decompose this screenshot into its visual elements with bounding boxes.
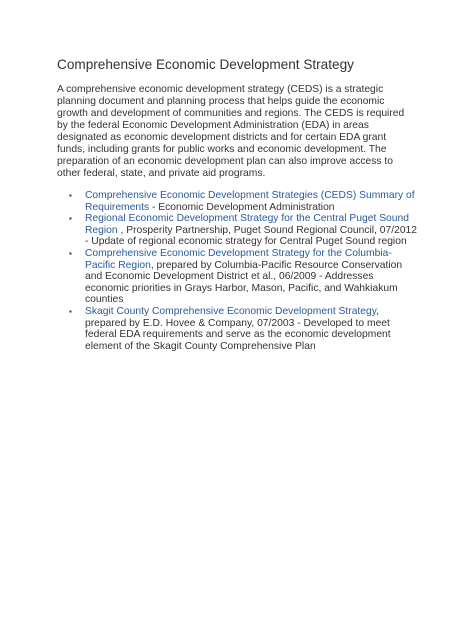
reference-item-ceds-summary <box>69 190 417 213</box>
reference-description: , prepared by Columbia-Pacific Resource Conservation and Economic Development District et al., 06/2009 - Addresses economic priorities in Grays Harbor, Mason, Pacific, and Wahkiakum counties <box>85 259 403 306</box>
link-skagit-county[interactable]: Skagit County Comprehensive Economic Development Strategy <box>85 305 377 317</box>
link-ceds-summary[interactable]: Comprehensive Economic Development Strategies (CEDS) Summary of Requirements <box>85 190 415 213</box>
document-content <box>57 56 417 352</box>
bullet-icon: ▪ <box>69 248 72 258</box>
intro-paragraph: A comprehensive economic development strategy (CEDS) is a strategic planning document and planning process that helps guide the economic growth and development of communities and regions. The CEDS is required by the federal Economic Development Administration (EDA) in areas designated as economic development districts and for certain EDA grant funds, including grants for public works and economic development. The preparation of an economic development plan can also improve access to other federal, state, and private aid programs. <box>57 84 405 179</box>
reference-item-central-puget-sound <box>69 213 418 248</box>
link-columbia-pacific[interactable]: Comprehensive Economic Development Strategy for the Columbia-Pacific Region <box>85 247 392 271</box>
reference-list <box>57 190 417 352</box>
bullet-icon: ▪ <box>69 306 72 316</box>
reference-description: , Prosperity Partnership, Puget Sound Regional Council, 07/2012 - Update of regional economic strategy for Central Puget Sound region <box>85 224 418 248</box>
bullet-icon: ▪ <box>69 214 72 224</box>
reference-item-skagit-county <box>69 305 417 352</box>
link-central-puget-sound[interactable]: Regional Economic Development Strategy for the Central Puget Sound Region <box>85 213 409 236</box>
document-title: Comprehensive Economic Development Strategy <box>57 57 354 72</box>
bullet-icon: ▪ <box>69 191 72 200</box>
reference-description: - Economic Development Administration <box>149 201 335 213</box>
reference-item-columbia-pacific <box>69 247 417 306</box>
reference-description: , prepared by E.D. Hovee & Company, 07/2003 - Developed to meet federal EDA requirements and serve as the economic development element of the Skagit County Comprehensive Plan <box>85 305 391 352</box>
